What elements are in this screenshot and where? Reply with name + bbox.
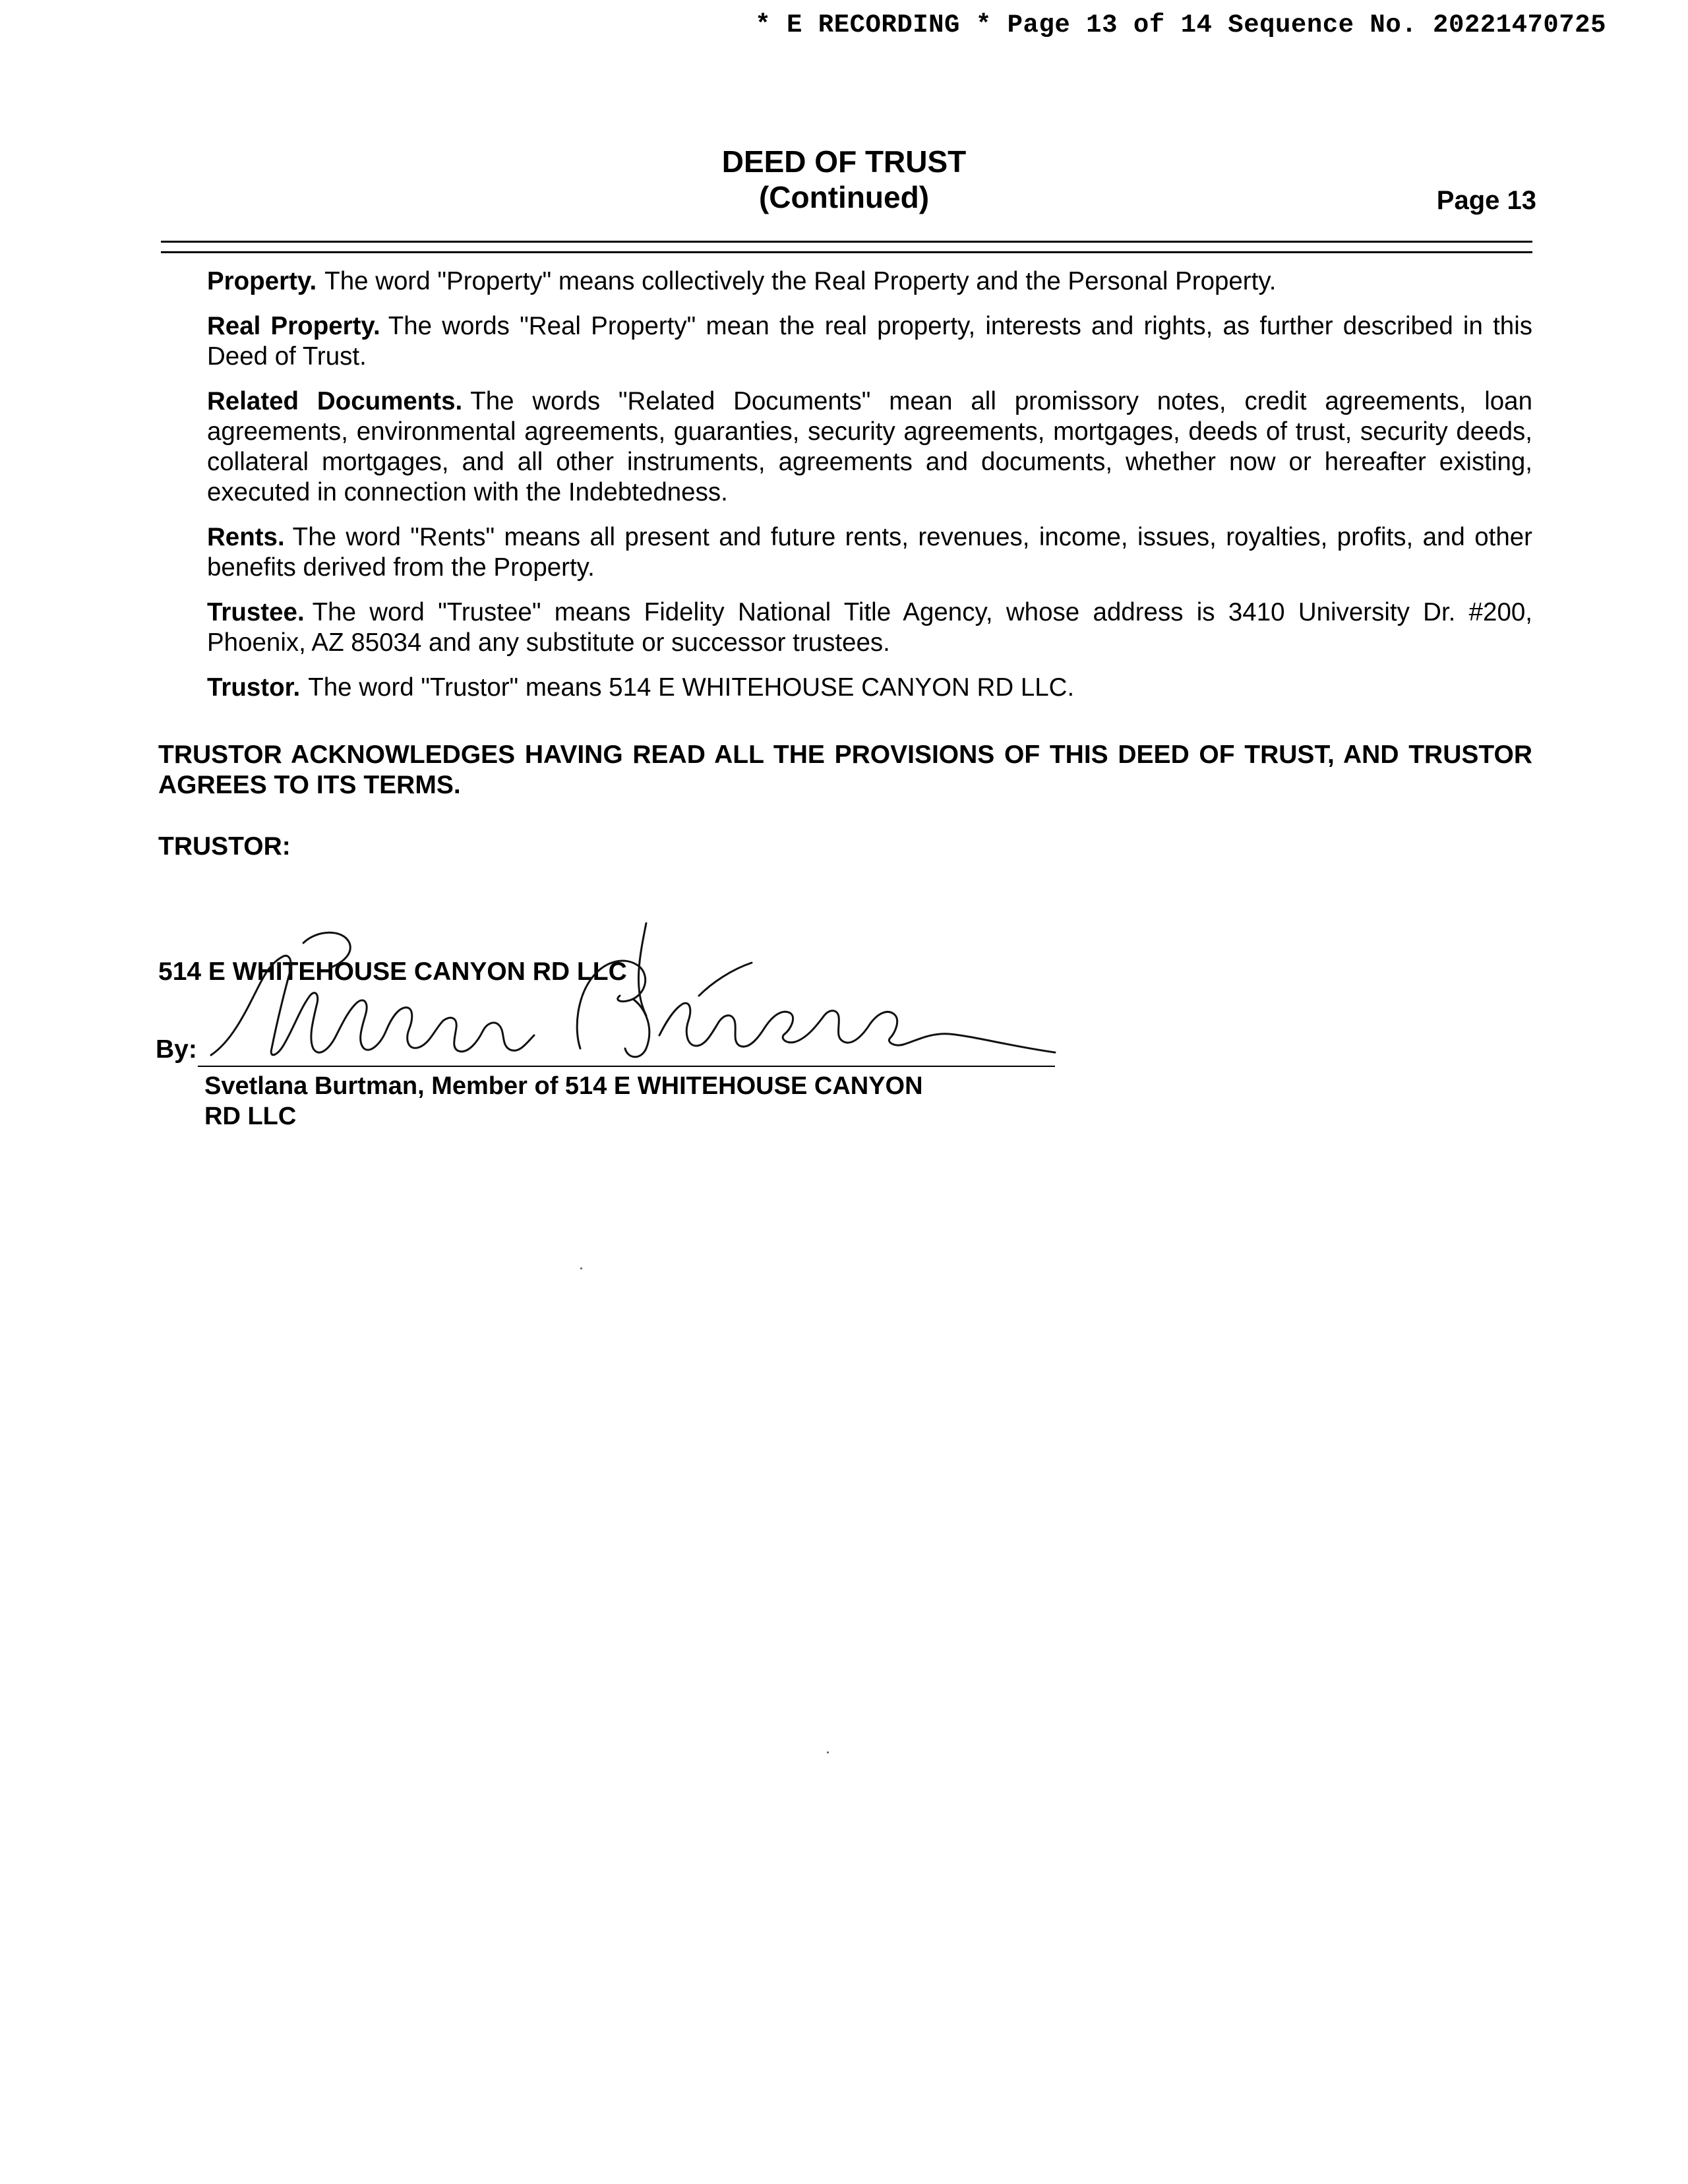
definition-text: The words "Real Property" mean the real property, interests and rights, as further described in this Deed of Trust. [207, 312, 1532, 371]
signature-entity-name: 514 E WHITEHOUSE CANYON RD LLC [158, 957, 627, 986]
trustor-label: TRUSTOR: [158, 832, 291, 861]
recording-header: * E RECORDING * Page 13 of 14 Sequence No. 20221470725 [755, 11, 1606, 40]
definition-term: Trustor. [207, 673, 301, 702]
handwritten-signature-icon [185, 917, 1068, 1088]
page-number: Page 13 [1436, 186, 1536, 215]
title-line-2: (Continued) [758, 180, 930, 214]
acknowledgement-statement: TRUSTOR ACKNOWLEDGES HAVING READ ALL THE PROVISIONS OF THIS DEED OF TRUST, AND TRUSTOR AGREES TO ITS TERMS. [158, 741, 1532, 799]
definition-text: The word "Rents" means all present and future rents, revenues, income, issues, royalties, profits, and other benefits derived from the Property. [207, 523, 1532, 582]
definition-trustee [207, 597, 1532, 658]
definition-term: Real Property. [207, 312, 380, 340]
definition-text: The words "Related Documents" mean all promissory notes, credit agreements, loan agreements, environmental agreements, guaranties, security agreements, mortgages, deeds of trust, security deeds, collateral mortgages, and all other instruments, agreements and documents, whether now or hereafter existing, executed in connection with the Indebtedness. [207, 387, 1532, 506]
header-rule-bottom [161, 251, 1532, 253]
definition-term: Related Documents. [207, 387, 463, 415]
document-title [0, 144, 1688, 215]
speck [827, 1751, 829, 1753]
definition-text: The word "Trustor" means 514 E WHITEHOUSE CANYON RD LLC. [308, 673, 1075, 702]
signer-line-2: RD LLC [204, 1103, 297, 1130]
header-rule-top [161, 241, 1532, 243]
title-line-1: DEED OF TRUST [721, 144, 967, 179]
definitions-list [207, 266, 1532, 717]
definition-term: Trustee. [207, 598, 305, 626]
by-label: By: [156, 1035, 197, 1064]
definition-property [207, 266, 1532, 297]
definition-trustor [207, 673, 1532, 703]
definition-term: Property. [207, 267, 317, 295]
definition-term: Rents. [207, 523, 285, 551]
definition-text: The word "Property" means collectively the Real Property and the Personal Property. [324, 267, 1277, 295]
speck [580, 1267, 582, 1269]
definition-related-documents [207, 386, 1532, 508]
definition-real-property [207, 311, 1532, 372]
definition-text: The word "Trustee" means Fidelity National Title Agency, whose address is 3410 University Dr. #200, Phoenix, AZ 85034 and any substitute or successor trustees. [207, 598, 1532, 657]
definition-rents [207, 522, 1532, 583]
signer-line-1: Svetlana Burtman, Member of 514 E WHITEHOUSE CANYON [204, 1072, 923, 1100]
